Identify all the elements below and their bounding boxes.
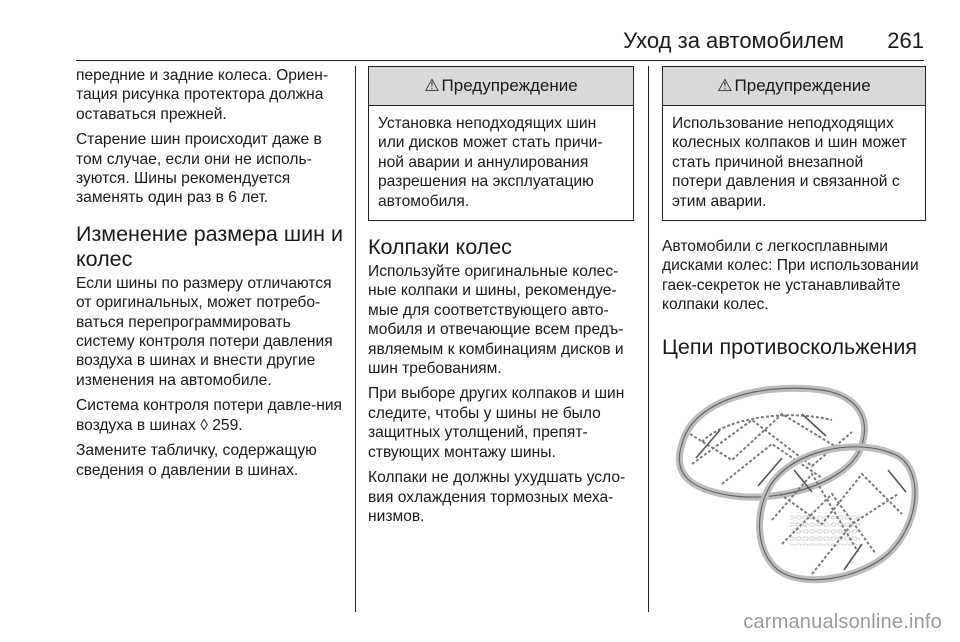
warning-text: Установка неподходящих шин или дисков может стать причи-ной аварии и аннулирования разрешения на эксплуатацию автомобиля. (378, 115, 603, 210)
paragraph: Старение шин происходит даже в том случае, если они не исполь-зуются. Шины рекомендуется заменять один раз в 6 лет. (76, 131, 322, 207)
section-heading: Изменение размера шин и колес (76, 221, 343, 271)
snow-chains-illustration (662, 374, 924, 592)
warning-triangle-icon: ⚠ (717, 76, 733, 95)
paragraph: При выборе других колпаков и шин следите, чтобы у шины не было защитных утолщений, препят-ствующих монтажу шины. (368, 385, 625, 461)
paragraph-with-reference (76, 396, 344, 435)
warning-box (368, 66, 634, 221)
paragraph: Замените табличку, содержащую сведения о давлении в шинах. (76, 442, 317, 479)
column-divider (355, 66, 356, 612)
warning-title: Предупреждение (734, 76, 871, 95)
warning-title: Предупреждение (441, 76, 578, 95)
snow-chain-2 (760, 447, 916, 580)
warning-text: Использование неподходящих колесных колпаков и шин может стать причиной внезапной потери давления и связанной с этим аварии. (672, 115, 907, 210)
section-heading: Колпаки колес (368, 235, 512, 260)
warning-body (369, 106, 633, 220)
page-reference[interactable]: 259. (212, 416, 243, 434)
paragraph: передние и задние колеса. Ориен-тация рисунка протектора должна оставаться прежней. (76, 67, 329, 123)
warning-header (663, 67, 925, 106)
column-right (662, 66, 926, 592)
paragraph: Колпаки не должны ухудшать усло-вия охлаждения тормозных меха-низмов. (368, 469, 626, 525)
chevron-right-icon: ◊ (200, 416, 208, 434)
column-divider (648, 66, 649, 612)
header-rule (76, 60, 924, 61)
section-heading: Цепи противоскольжения (662, 334, 918, 359)
watermark: carmanualsonline.info (743, 611, 942, 633)
warning-box (662, 66, 926, 221)
section-title: Уход за автомобилем (623, 28, 844, 53)
paragraph-text: Система контроля потери давле-ния воздуха в шинах (76, 397, 342, 434)
paragraph: Если шины по размеру отличаются от оригинальных, может потребо-ваться перепрограммировать систему контроля потери давления воздуха в шинах и внести другие изменения на автомобиле. (76, 274, 333, 389)
warning-triangle-icon: ⚠ (424, 76, 440, 95)
column-middle (368, 66, 634, 532)
column-left (76, 66, 344, 486)
paragraph: Автомобили с легкосплавными дисками колес: При использовании гаек-секреток не устанавливайте колпаки колес. (662, 238, 919, 314)
page-header (76, 20, 924, 54)
warning-body (663, 106, 925, 220)
warning-header (369, 67, 633, 106)
paragraph: Используйте оригинальные колес-ные колпаки и шины, рекомендуе-мые для соответствующего авто-мобиля и отвечающие всем предъ-являемым к комбинациям дисков и шин требованиям. (368, 263, 624, 378)
page-number: 261 (887, 28, 924, 53)
